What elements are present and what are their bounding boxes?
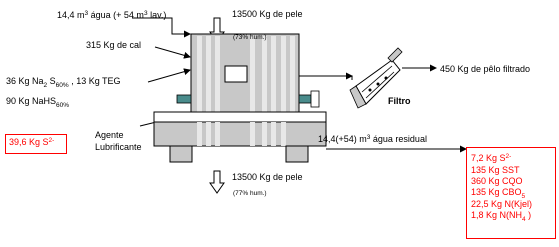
sulfide-left-box: 39,6 Kg $S^{2-}$ [5, 134, 67, 154]
effluent-n-nh4: 1,8 Kg $N(NH_4$ ) [471, 210, 532, 223]
pele-input-humidity: (73% hum.) [233, 34, 267, 41]
effluent-right-box [466, 147, 556, 239]
tannery-drum [154, 34, 326, 162]
effluent-n-kjel: 22,5 Kg N(Kjel) [471, 199, 533, 209]
cal-input-label: 315 Kg de cal [86, 40, 142, 50]
residual-water-label: 14,4(+54) $m^3$ água residual [318, 134, 427, 144]
agente-label-line1: Agente [95, 130, 124, 140]
effluent-cbo: 135 Kg $CBO_5$ [471, 187, 526, 200]
effluent-sst: 135 Kg SST [471, 165, 520, 175]
pele-output-label: 13500 Kg de pele [232, 172, 303, 182]
nahs-input-label: 90 Kg NaHS$_{60\%}$ [6, 96, 70, 109]
na2s-input-arrow [148, 70, 190, 82]
pele-input-label: 13500 Kg de pele [232, 9, 303, 19]
drum-to-filter-line [299, 76, 352, 80]
na2s-input-label: 36 Kg $Na_2$ $S_{60\%}$ , 13 Kg TEG [6, 76, 121, 89]
pele-output-humidity: (77% hum.) [233, 190, 267, 197]
pele-output-arrow [210, 171, 224, 193]
effluent-sulfide: 7,2 Kg $S^{2-}$ [471, 153, 512, 163]
cal-input-arrow [155, 47, 190, 57]
agua-input-label: 14,4 $m^3$ água (+ 54 $m^3$ lav.) [57, 10, 167, 20]
effluent-cqo: 360 Kg CQO [471, 176, 523, 186]
filter-output-label: 450 Kg de pêlo filtrado [440, 64, 531, 74]
agente-label-line2: Lubrificante [95, 142, 142, 152]
filter-label: Filtro [388, 96, 411, 106]
